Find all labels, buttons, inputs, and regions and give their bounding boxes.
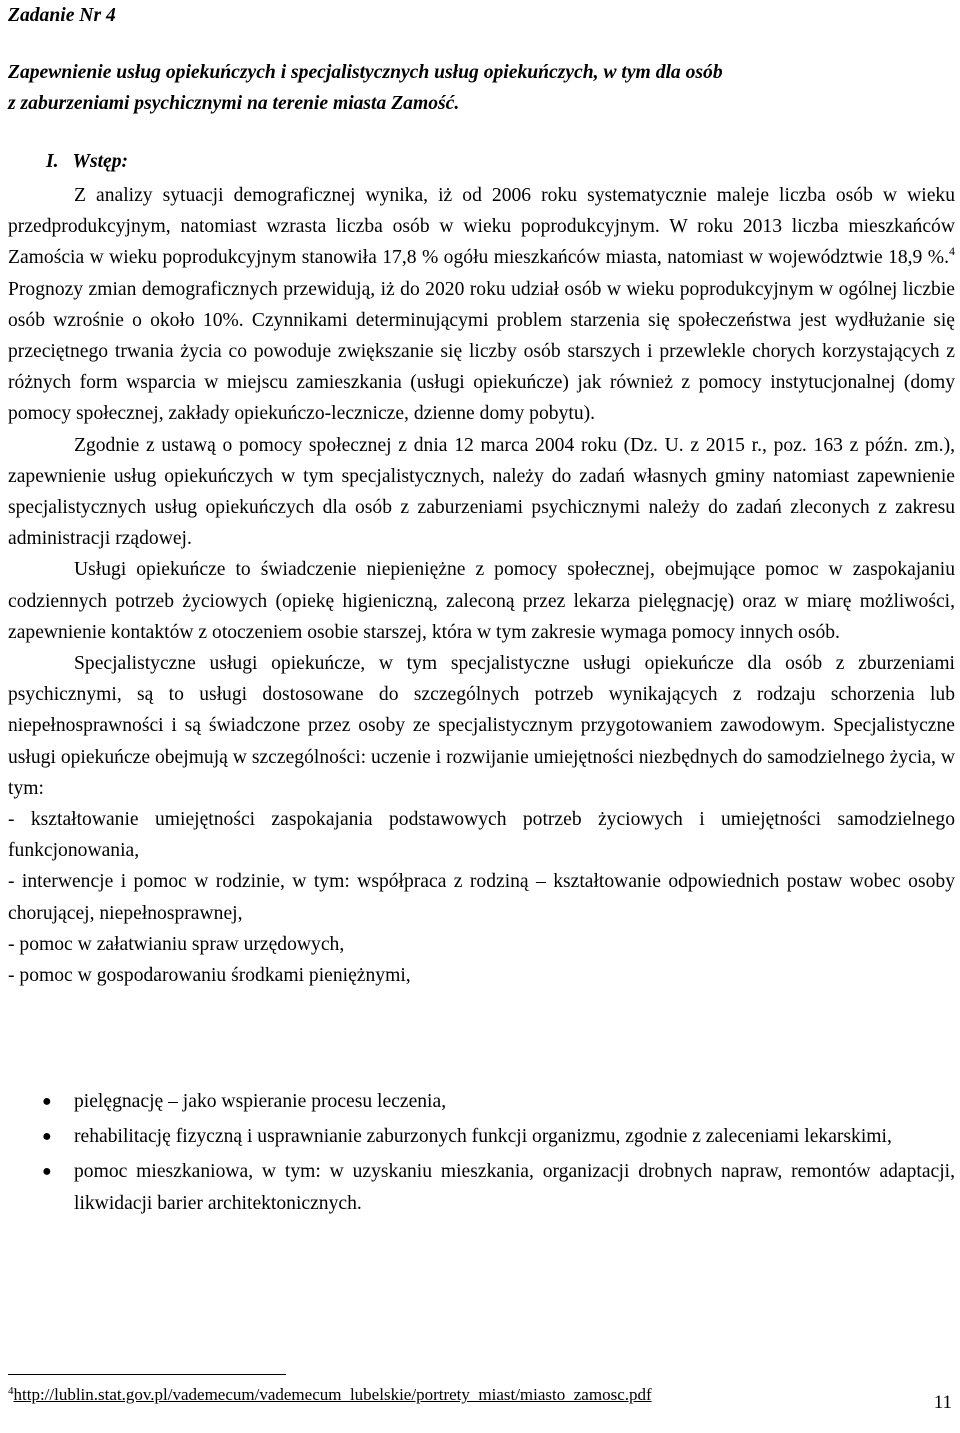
paragraph-law: Zgodnie z ustawą o pomocy społecznej z dnia 12 marca 2004 roku (Dz. U. z 2015 r., poz. 163 z późn. zm.), zapewnienie usług opiekuńczych w tym specjalistycznych, należy do zadań własnych gminy natomiast zapewnienie specjalistycznych usług opiekuńczych dla osób z zaburzeniami psychicznymi należy do zadań zleconych z zakresu administracji rządowej.	[8, 434, 955, 550]
paragraph-care-services: Usługi opiekuńcze to świadczenie niepieniężne z pomocy społecznej, obejmujące pomoc w zaspokajaniu codziennych potrzeb życiowych (opiekę higieniczną, zaleconą przez lekarza pielęgnację) oraz w miarę możliwości, zapewnienie kontaktów z otoczeniem osobie starszej, która w tym zakresie wymaga pomocy innych osób.	[8, 559, 955, 643]
task-title: Zadanie Nr 4	[8, 5, 116, 26]
task-subtitle-line2: z zaburzeniami psychicznymi na terenie miasta Zamość.	[8, 93, 460, 114]
paragraph-intro-part1: Z analizy sytuacji demograficznej wynika, iż od 2006 roku systematycznie maleje liczba osób w wieku przedprodukcyjnym, natomiast wzrasta liczba osób w wieku poprodukcyjnym. W roku 2013 liczba mieszkańców Zamościa w wieku poprodukcyjnym stanowiła 17,8 % ogółu mieszkańców miasta, natomiast w województwie 18,9 %.	[8, 185, 955, 269]
footnote-separator	[8, 1374, 286, 1375]
footnote-number: 4	[8, 1385, 14, 1397]
bullet-dot-icon: ●	[42, 1128, 52, 1146]
page-number: 11	[933, 1392, 952, 1413]
bullet-dot-icon: ●	[42, 1093, 52, 1110]
paragraph-specialist-services: Specjalistyczne usługi opiekuńcze, w tym specjalistyczne usługi opiekuńcze dla osób z zburzeniami psychicznymi, są to usługi dostosowane do szczególnych potrzeb wynikających z rodzaju schorzenia lub niepełnosprawności i są świadczone przez osoby ze specjalistycznym przygotowaniem zawodowym. Specjalistyczne usługi opiekuńcze obejmują w szczególności: uczenie i rozwijanie umiejętności niezbędnych do samodzielnego życia, w tym:	[8, 653, 955, 799]
bullet-item	[8, 1121, 955, 1152]
task-subtitle-line1: Zapewnienie usług opiekuńczych i specjalistycznych usług opiekuńczych, w tym dla osób	[8, 62, 723, 83]
bullet-item-text: pomoc mieszkaniowa, w tym: w uzyskaniu mieszkania, organizacji drobnych napraw, remontów adaptacji, likwidacji barier architektonicznych.	[74, 1161, 955, 1214]
section-title: Wstęp:	[72, 151, 129, 172]
paragraph-intro	[8, 180, 955, 430]
dash-item-4: - pomoc w gospodarowaniu środkami pieniężnymi,	[8, 965, 411, 987]
bullet-list	[8, 1086, 955, 1219]
section-number: I.	[46, 151, 59, 172]
section-heading	[46, 147, 128, 177]
paragraph-intro-part2: Prognozy zmian demograficznych przewidują, iż do 2020 roku udział osób w wieku poprodukcyjnym w ogólnej liczbie osób wzrośnie o około 10%. Czynnikami determinującymi problem starzenia się społeczeństwa jest wydłużanie się przeciętnego trwania życia co powoduje zwiększanie się liczby osób starszych i przewlekle chorych korzystających z różnych form wsparcia w miejscu zamieszkania (usługi opiekuńcze) jak również z pomocy instytucjonalnej (domy pomocy społecznej, zakłady opiekuńczo-lecznicze, dzienne domy pobytu).	[8, 278, 955, 425]
footnote	[8, 1384, 652, 1406]
footnote-link[interactable]: http://lublin.stat.gov.pl/vademecum/vademecum_lubelskie/portrety_miast/miasto_zamosc.pdf	[13, 1385, 652, 1404]
dash-item-2: - interwencje i pomoc w rodzinie, w tym: współpraca z rodziną – kształtowanie odpowiednich postaw wobec osoby chorującej, niepełnosprawnej,	[8, 871, 955, 924]
bullet-item	[8, 1156, 955, 1218]
dash-item-1: - kształtowanie umiejętności zaspokajania podstawowych potrzeb życiowych i umiejętności samodzielnego funkcjonowania,	[8, 809, 955, 862]
bullet-item	[8, 1086, 955, 1117]
dash-item-3: - pomoc w załatwianiu spraw urzędowych,	[8, 933, 345, 955]
bullet-dot-icon: ●	[42, 1163, 52, 1181]
body-text	[8, 180, 955, 991]
bullet-item-text: pielęgnację – jako wspieranie procesu leczenia,	[74, 1091, 447, 1112]
footnote-reference[interactable]: 4	[949, 244, 955, 259]
bullet-item-text: rehabilitację fizyczną i usprawnianie zaburzonych funkcji organizmu, zgodnie z zaleceniami lekarskimi,	[74, 1126, 892, 1148]
